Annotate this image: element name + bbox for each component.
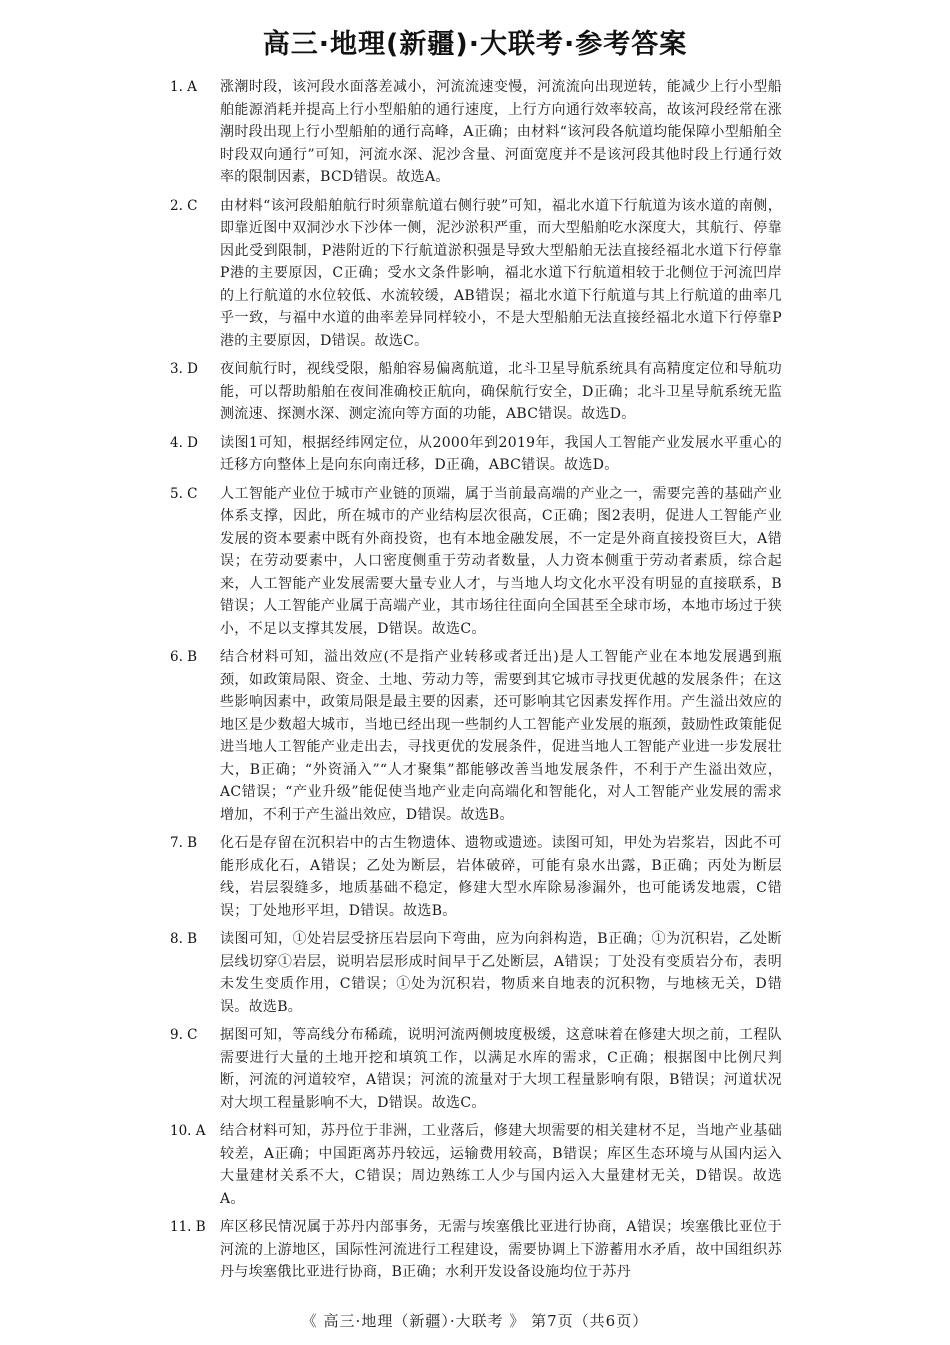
answer-number: 6. B [170, 649, 198, 665]
answer-number: 2. C [170, 197, 198, 214]
answer-item [172, 195, 782, 353]
answer-item [172, 832, 782, 922]
answer-number: 5. C [170, 485, 198, 502]
answer-item [172, 1120, 782, 1210]
answer-explanation: 化石是存留在沉积岩中的古生物遗体、遗物或遗迹。读图可知，甲处为岩浆岩，因此不可能形成化石，A错误；乙处为断层，岩体破碎，可能有泉水出露，B正确；丙处为断层线，岩层裂缝多，地质基础不稳定，修建大型水库除易渗漏外，也可能诱发地震，C错误；丁处地形平坦，D错误。故选B。 [220, 835, 782, 919]
answer-explanation: 据图可知，等高线分布稀疏，说明河流两侧坡度极缓，这意味着在修建大坝之前，工程队需要进行大量的土地开挖和填筑工作，以满足水库的需求，C正确；根据图中比例尺判断，河流的河道较窄，A错误；河流的流量对于大坝工程量影响有限，B错误；河道状况对大坝工程量影响不大，D错误。故选C。 [220, 1027, 782, 1111]
answer-explanation: 结合材料可知，苏丹位于非洲，工业落后，修建大坝需要的相关建材不足，当地产业基础较差，A正确；中国距离苏丹较远，运输费用较高，B错误；库区生态环境与从国内运入大量建材关系不大，C错误；周边熟练工人少与国内运入大量建材无关，D错误。故选A。 [220, 1123, 782, 1207]
answer-list [172, 76, 782, 1290]
answer-item [172, 1024, 782, 1114]
answer-explanation: 结合材料可知，溢出效应(不是指产业转移或者迁出)是人工智能产业在本地发展遇到瓶颈，如政策局限、资金、土地、劳动力等，需要到其它城市寻找更优越的发展条件；在这些影响因素中，政策局限是最主要的因素，还可影响其它因素发挥作用。产生溢出效应的地区是少数超大城市，当地已经出现一些制约人工智能产业发展的瓶颈，鼓励性政策能促进当地人工智能产业走出去，寻找更优的发展条件，促进当地人工智能产业进一步发展壮大，B正确；“外资涌入”“人才聚集”都能够改善当地发展条件，不利于产生溢出效应，AC错误；“产业升级”能促使当地产业走向高端化和智能化，对人工智能产业发展的需求增加，不利于产生溢出效应，D错误。故选B。 [220, 649, 782, 823]
answer-number: 11. B [170, 1219, 206, 1235]
answer-explanation: 夜间航行时，视线受限，船舶容易偏离航道，北斗卫星导航系统具有高精度定位和导航功能，可以帮助船舶在夜间准确校正航向，确保航行安全，D正确；北斗卫星导航系统无监测流速、探测水深、测定流向等方面的功能，ABC错误。故选D。 [220, 361, 782, 422]
answer-number: 3. D [170, 361, 198, 377]
answer-explanation: 由材料“该河段船舶航行时须靠航道右侧行驶”可知，福北水道下行航道为该水道的南侧，即靠近图中双洞沙水下沙体一侧，泥沙淤积严重，而大型船舶吃水深度大，其航行、停靠因此受到限制，P港附近的下行航道淤积强是导致大型船舶无法直接经福北水道下行停靠P港的主要原因，C正确；受水文条件影响，福北水道下行航道相较于北侧位于河流凹岸的上行航道的水位较低、水流较缓，AB错误；福北水道下行航道与其上行航道的曲率几乎一致，与福中水道的曲率差异同样较小，不是大型船舶无法直接经福北水道下行停靠P港的主要原因，D错误。故选C。 [220, 197, 782, 349]
answer-item [172, 76, 782, 189]
answer-item [172, 432, 782, 477]
answer-explanation: 读图1可知，根据经纬网定位，从2000年到2019年，我国人工智能产业发展水平重心的迁移方向整体上是向东向南迁移，D正确，ABC错误。故选D。 [220, 434, 782, 473]
answer-number: 9. C [170, 1027, 198, 1043]
answer-item [172, 1216, 782, 1284]
answer-item [172, 928, 782, 1018]
answer-explanation: 人工智能产业位于城市产业链的顶端，属于当前最高端的产业之一，需要完善的基础产业体系支撑，因此，所在城市的产业结构层次很高，C正确；图2表明，促进人工智能产业发展的资本要素中既有外商投资，也有本地金融发展，不一定是外商直接投资巨大，A错误；在劳动要素中，人口密度侧重于劳动者数量，人力资本侧重于劳动者素质，综合起来，人工智能产业发展需要大量专业人才，与当地人均文化水平没有明显的直接联系，B错误；人工智能产业属于高端产业，其市场往往面向全国甚至全球市场，本地市场过于狭小，不足以支撑其发展，D错误。故选C。 [220, 485, 782, 637]
answer-number: 10. A [170, 1123, 206, 1139]
answer-explanation: 库区移民情况属于苏丹内部事务，无需与埃塞俄比亚进行协商，A错误；埃塞俄比亚位于河流的上游地区，国际性河流进行工程建设，需要协调上下游蓄用水矛盾，故中国组织苏丹与埃塞俄比亚进行协商，B正确；水利开发设备设施均位于苏丹 [220, 1219, 782, 1280]
answer-number: 8. B [170, 931, 198, 947]
answer-number: 4. D [170, 434, 198, 451]
page-title: 高三·地理(新疆)·大联考·参考答案 [262, 29, 688, 60]
page-footer: 《 高三·地理（新疆）·大联考 》 第7页（共6页） [301, 1312, 649, 1330]
answer-item [172, 483, 782, 641]
answer-item [172, 358, 782, 426]
answer-number: 7. B [170, 835, 198, 851]
answer-explanation: 涨潮时段，该河段水面落差减小，河流流速变慢，河流流向出现逆转，能减少上行小型船舶能源消耗并提高上行小型船舶的通行速度，上行方向通行效率较高，故该河段经常在涨潮时段出现上行小型船舶的通行高峰，A正确；由材料“该河段各航道均能保障小型船舶全时段双向通行”可知，河流水深、泥沙含量、河面宽度并不是该河段其他时段上行通行效率的限制因素，BCD错误。故选A。 [220, 79, 782, 185]
answer-explanation: 读图可知，①处岩层受挤压岩层向下弯曲，应为向斜构造，B正确；①为沉积岩，乙处断层线切穿①岩层，说明岩层形成时间早于乙处断层，A错误；丁处没有变质岩分布，表明未发生变质作用，C错误；①处为沉积岩，物质来自地表的沉积物，与地核无关，D错误。故选B。 [220, 931, 782, 1015]
answer-number: 1. A [170, 79, 197, 95]
answer-item [172, 646, 782, 826]
